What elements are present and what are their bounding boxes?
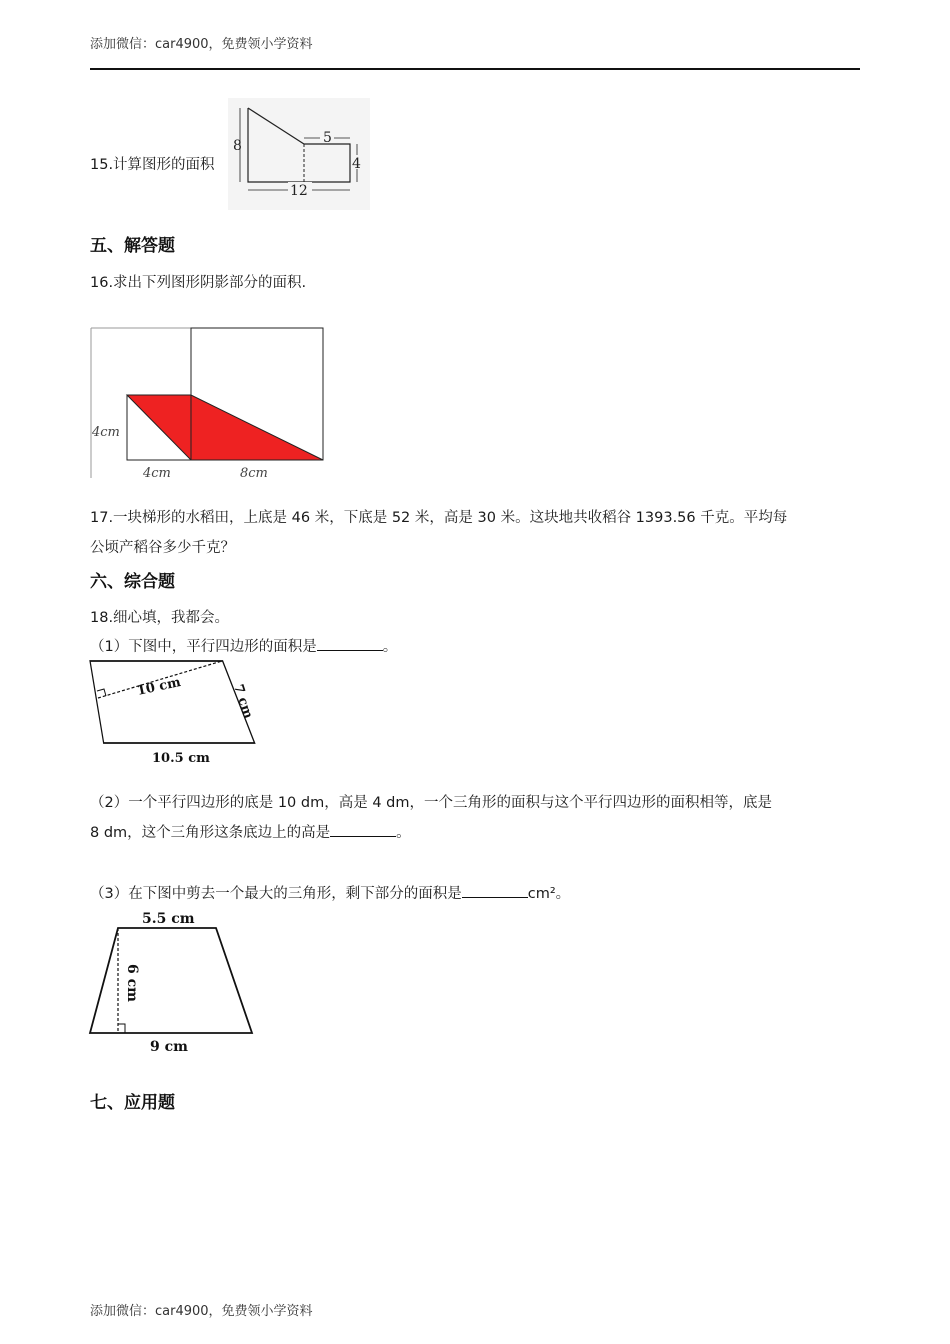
q18-parallelogram <box>90 661 255 743</box>
page-header: 添加微信：car4900，免费领小学资料 <box>90 37 313 52</box>
q16-shaded-region <box>127 395 323 460</box>
q18-p2-after: 。 <box>396 825 411 841</box>
question-16-text: 16.求出下列图形阴影部分的面积. <box>90 275 307 291</box>
q18-p2-line-1: （2）一个平行四边形的底是 10 dm，高是 4 dm，一个三角形的面积与这个平行四边形的面积相等，底是 <box>90 795 772 811</box>
q18-p3-blank <box>462 883 528 898</box>
q18-p3-right-angle <box>118 1024 125 1033</box>
q18-p3-before: （3）在下图中剪去一个最大的三角形，剩下部分的面积是 <box>90 886 462 902</box>
q18-p2-before: 8 dm，这个三角形这条底边上的高是 <box>90 825 331 841</box>
q15-figure <box>228 98 370 210</box>
q15-label-5: 5 <box>323 130 332 146</box>
q18-p1-label-base: 10.5 cm <box>152 751 210 766</box>
q18-p1-blank <box>317 636 383 651</box>
section-7-title: 七、应用题 <box>90 1093 175 1113</box>
q18-p2-line-2 <box>90 818 860 848</box>
q18-p3-figure <box>88 904 258 1056</box>
q18-p3-label-height: 6 cm <box>124 964 140 1002</box>
q15-label-4: 4 <box>352 156 361 172</box>
question-15-text: 15.计算图形的面积 <box>90 157 215 173</box>
q18-p1-label-diag: 10 cm <box>135 675 183 699</box>
section-6-title: 六、综合题 <box>90 572 175 592</box>
q18-p1-right-angle <box>97 689 106 696</box>
q18-p2-blank <box>330 822 396 837</box>
q18-trapezoid <box>90 928 252 1033</box>
q16-figure <box>90 326 326 482</box>
q16-label-bottom-2: 8cm <box>240 466 268 481</box>
q18-p1-after: 。 <box>382 639 398 655</box>
q16-label-bottom-1: 4cm <box>143 466 171 481</box>
q16-label-left: 4cm <box>92 425 120 440</box>
q18-p1-before: （1）下图中，平行四边形的面积是 <box>90 639 317 655</box>
q18-part-3-text <box>90 882 570 903</box>
q18-p1-label-side: 7 cm <box>230 682 256 721</box>
q18-p1-figure <box>88 658 260 770</box>
q15-label-12: 12 <box>290 183 308 199</box>
q18-p3-label-base: 9 cm <box>150 1039 188 1055</box>
header-rule <box>90 68 860 70</box>
q17-line-1: 17.一块梯形的水稻田，上底是 46 米，下底是 52 米，高是 30 米。这块地共收稻谷 1393.56 千克。平均每 <box>90 510 788 526</box>
q18-part-1-text <box>90 635 397 656</box>
section-5-title: 五、解答题 <box>90 236 175 256</box>
q18-p3-unit: cm² <box>527 886 556 902</box>
question-17-text <box>90 503 860 563</box>
q18-p3-label-top: 5.5 cm <box>142 911 195 927</box>
page-footer: 添加微信：car4900，免费领小学资料 <box>90 1304 313 1319</box>
q15-label-8: 8 <box>233 138 242 154</box>
q17-line-2: 公顷产稻谷多少千克？ <box>90 540 235 556</box>
q18-part-2-text <box>90 788 860 848</box>
question-18-intro: 18.细心填，我都会。 <box>90 610 230 626</box>
q18-p3-after: 。 <box>555 886 571 902</box>
